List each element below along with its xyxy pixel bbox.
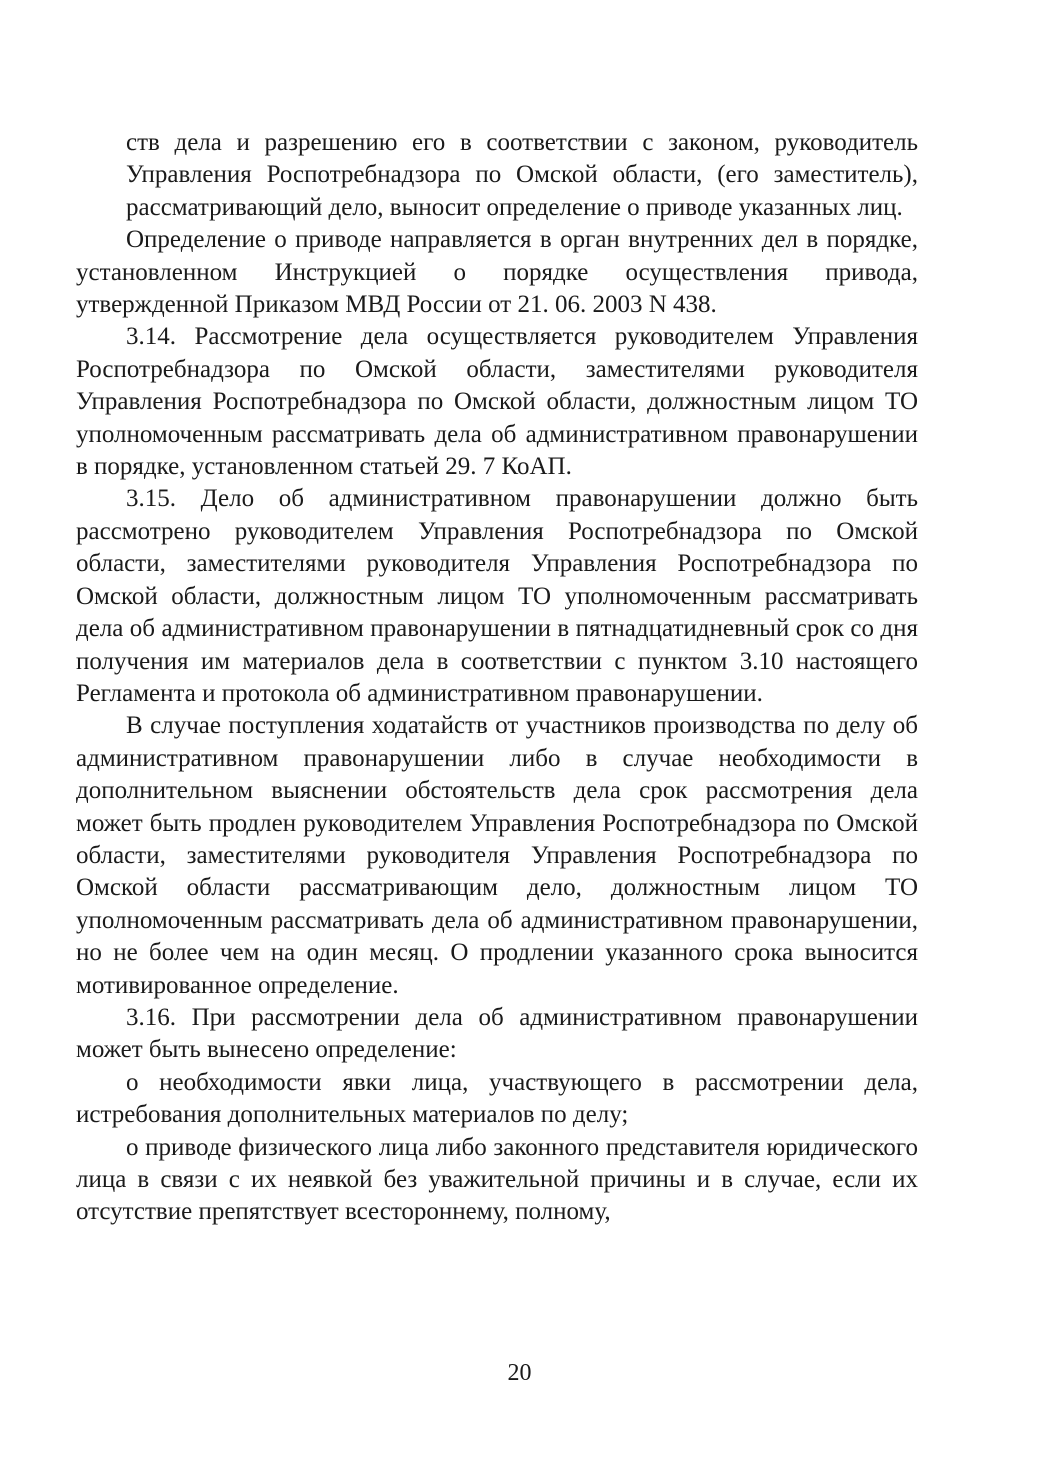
- paragraph-privod-physical: о приводе физического лица либо законного представителя юридического лица в связи с их неявкой без уважительной причины и в случае, если их отсутствие препятствует всестороннему, полному,: [76, 1133, 918, 1226]
- paragraph-continuation: ств дела и разрешению его в соответствии с законом, руководитель Управления Роспотребнадзора по Омской области, (его заместитель), рассматривающий дело, выносит определение о приводе указанных лиц.: [126, 129, 918, 221]
- paragraph-extension: В случае поступления ходатайств от участников производства по делу об административном правонарушении либо в случае необходимости в дополнительном выяснении обстоятельств дела срок рассмотрения дела может быть продлен руководителем Управления Роспотребнадзора по Омской области, заместителями руководителя Управления Роспотребнадзора по Омской области рассматривающим дело, должностным лицом ТО уполномоченным рассматривать дела об административном правонарушении, но не более чем на один месяц. О продлении указанного срока выносится мотивированное определение.: [76, 712, 918, 999]
- document-body: [76, 127, 918, 1229]
- paragraph-appearance: о необходимости явки лица, участвующего в рассмотрении дела, истребования дополнительных материалов по делу;: [76, 1068, 918, 1129]
- paragraph-3-14: 3.14. Рассмотрение дела осуществляется руководителем Управления Роспотребнадзора по Омской области, заместителями руководителя Управления Роспотребнадзора по Омской области, должностным лицом ТО уполномоченным рассматривать дела об административном правонарушении в порядке, установленном статьей 29. 7 КоАП.: [76, 323, 918, 481]
- paragraph-3-16: 3.16. При рассмотрении дела об административном правонарушении может быть вынесено определение:: [76, 1003, 918, 1064]
- page-number: 20: [507, 1360, 532, 1386]
- paragraph-3-15: 3.15. Дело об административном правонарушении должно быть рассмотрено руководителем Управления Роспотребнадзора по Омской области, заместителями руководителя Управления Роспотребнадзора по Омской области, должностным лицом ТО уполномоченным рассматривать дела об административном правонарушении в пятнадцатидневный срок со дня получения им материалов дела в соответствии с пунктом 3.10 настоящего Регламента и протокола об административном правонарушении.: [76, 485, 918, 707]
- paragraph-privod-order: Определение о приводе направляется в орган внутренних дел в порядке, установленном Инструкцией о порядке осуществления привода, утвержденной Приказом МВД России от 21. 06. 2003 N 438.: [76, 226, 918, 319]
